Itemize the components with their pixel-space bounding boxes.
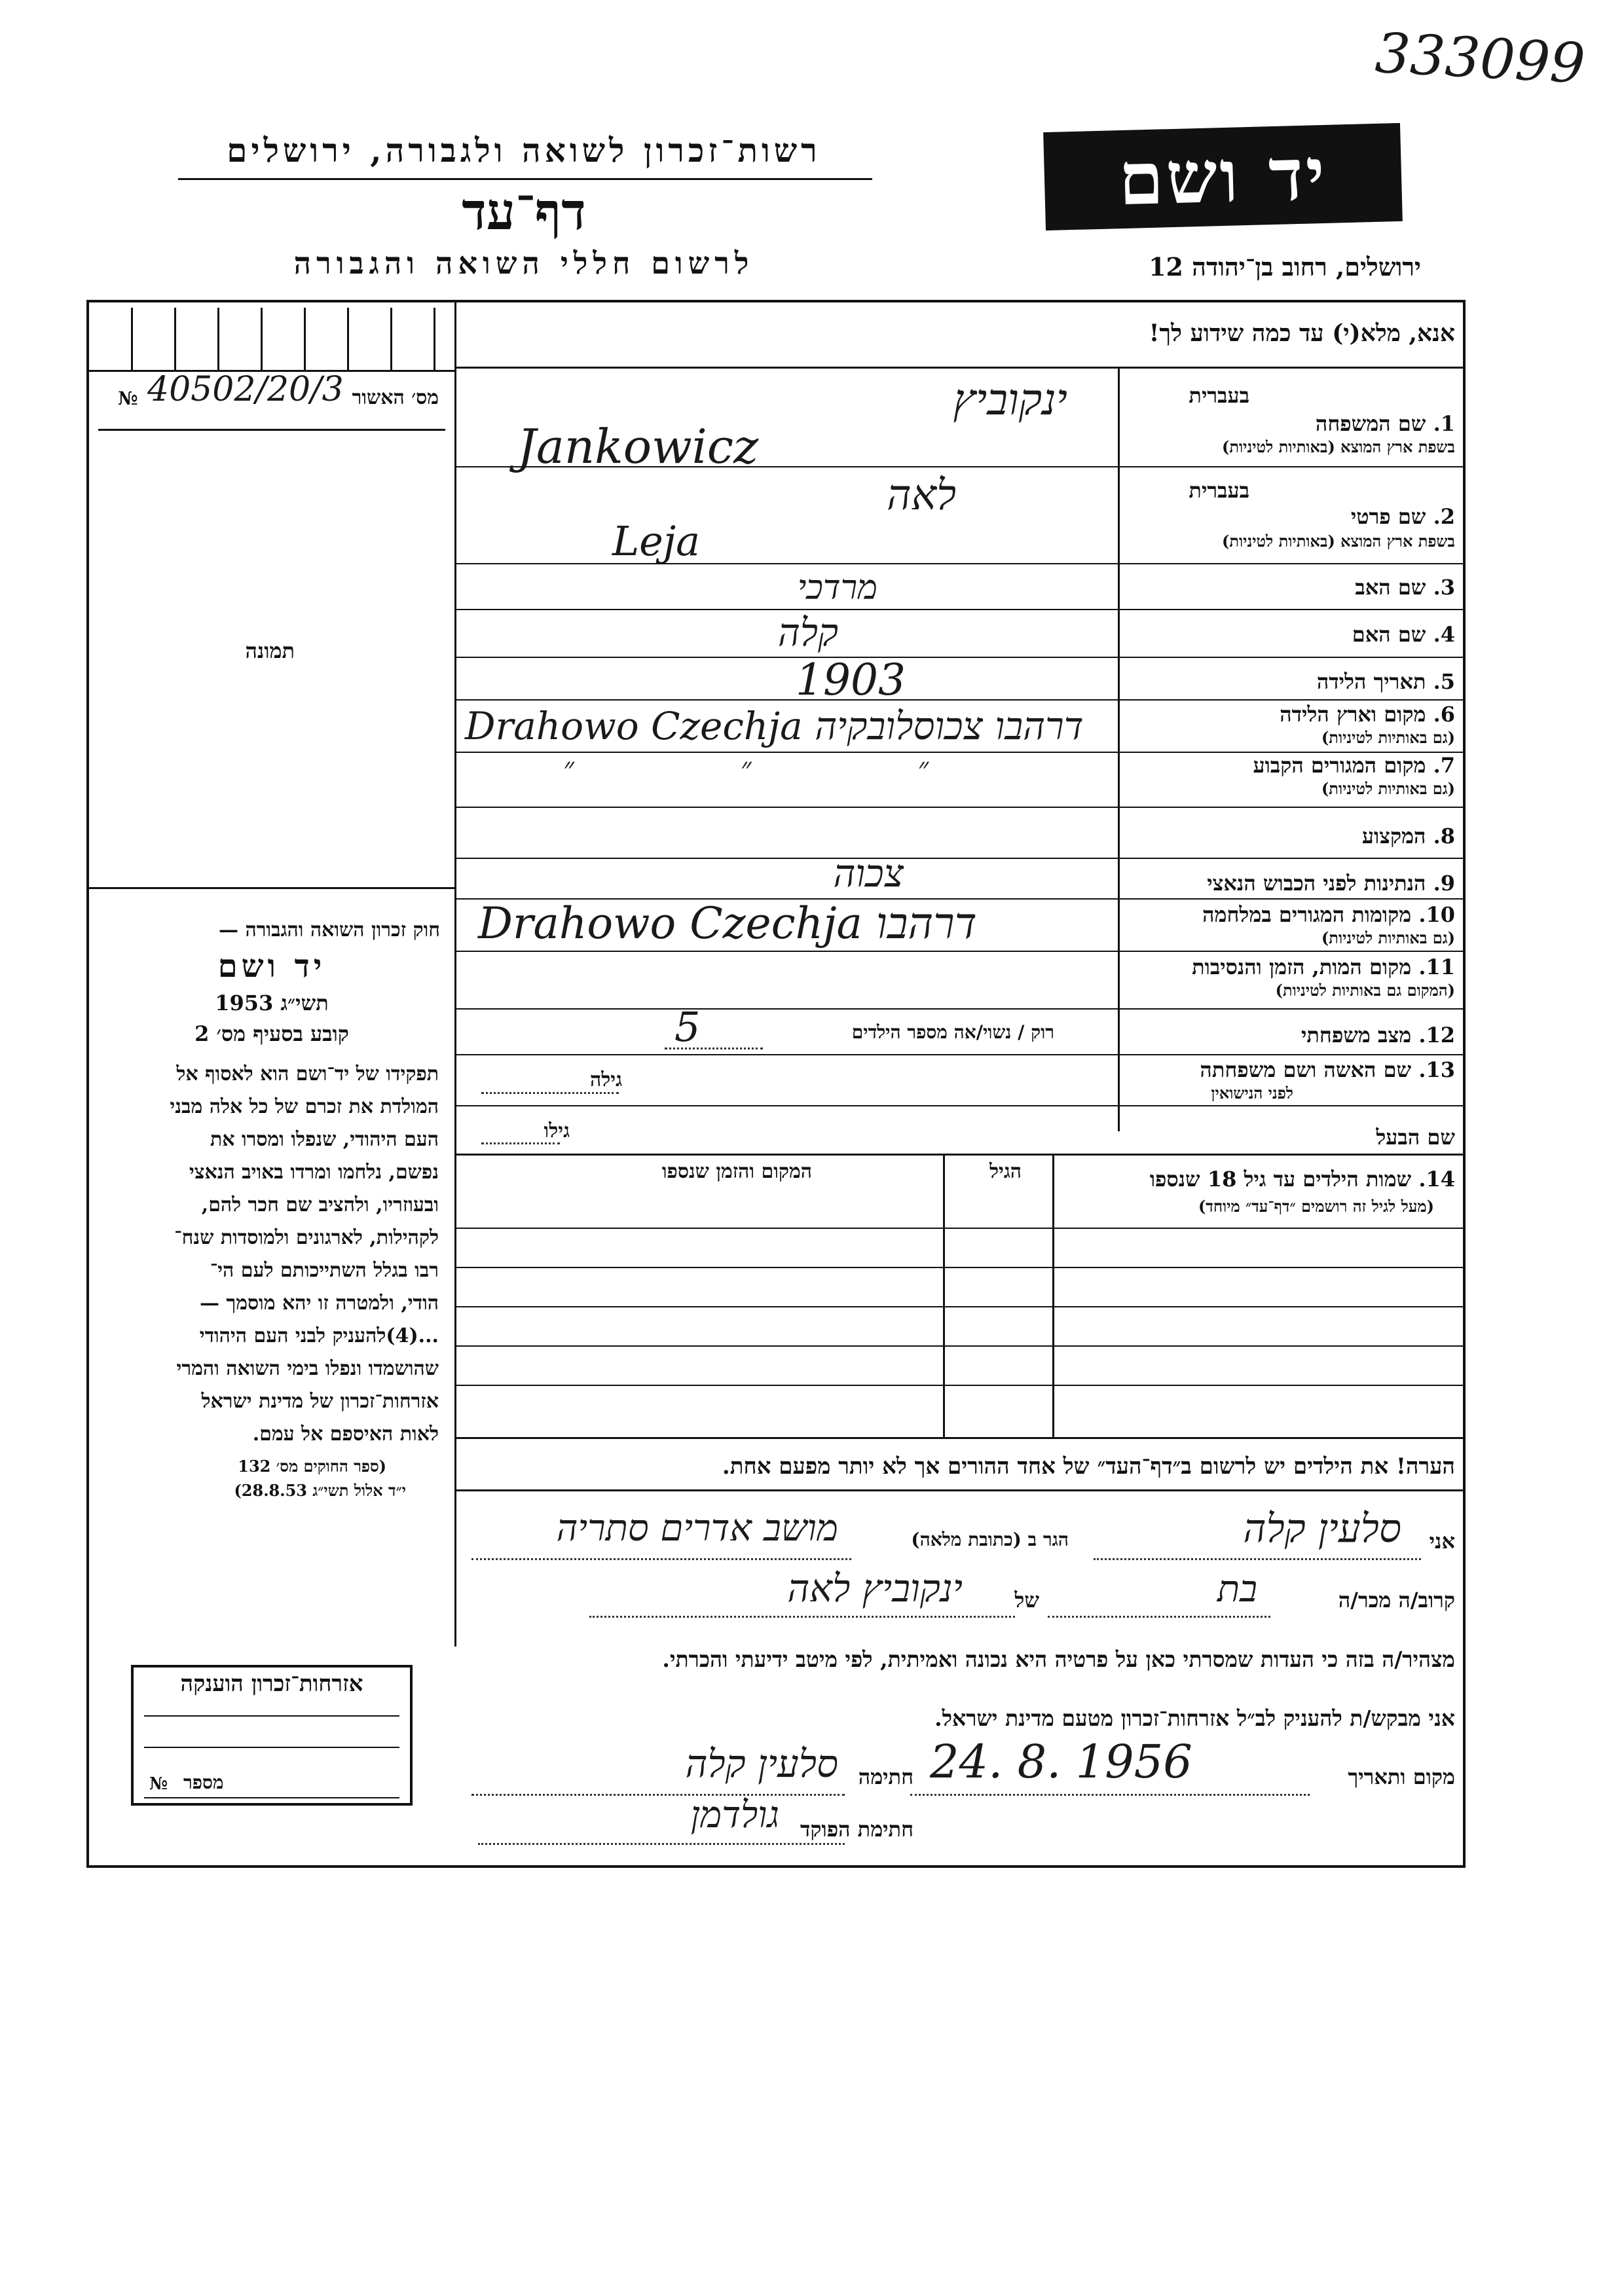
children-row-line [454, 1345, 1464, 1347]
field-2-bottom [454, 563, 1464, 564]
field-2-label: 2. שם פרטי [1350, 504, 1455, 529]
label-column-divider [1118, 369, 1120, 1131]
signature-label: חתימה [858, 1764, 913, 1789]
field-3-bottom [454, 609, 1464, 610]
field-1-latin-value: Jankowicz [517, 419, 759, 474]
citizenship-request: אני מבקש/ת להעניק לב״ל אזרחות־זכרון מטעם מדינת ישראל. [934, 1705, 1455, 1731]
children-row-line [454, 1228, 1464, 1229]
law-line: שהושמדו ונפלו בימי השואה והמרי [176, 1357, 439, 1380]
law-line: המולדת את זכרם של כל אלה מבני [170, 1095, 439, 1118]
field-8-bottom [454, 858, 1464, 859]
wife-age-label: גילה [589, 1068, 622, 1091]
citizenship-no-sign: № [149, 1774, 168, 1794]
declarant-relation: בת [1217, 1568, 1257, 1611]
law-line: הודי, ולמטרה זו יהא מוסמך — [200, 1292, 439, 1315]
official-signature: גולדמן [690, 1794, 779, 1836]
law-line: העם היהודי, שנפלו ומסרו את [210, 1128, 439, 1151]
law-heading: חוק זכרון השואה והגבורה — [219, 919, 440, 941]
in-hebrew-label: בעברית [1189, 478, 1249, 503]
photo-label: תמונה [245, 638, 295, 663]
field-5-bottom [454, 699, 1464, 701]
field-5-value: 1903 [796, 655, 906, 705]
declarant-relative-label: קרוב/ה מכר/ה [1338, 1588, 1455, 1613]
declarant-resides-label: הגר ב (כתובת מלאה) [911, 1529, 1069, 1550]
declarant-name: סלעין קלה [1243, 1506, 1401, 1552]
law-line: ובעוזריו, ולהציב שם חכר להם, [201, 1194, 439, 1216]
law-line: תפקידו של יד־ושם הוא לאסוף אל [176, 1063, 439, 1085]
field-12-children-count: 5 [674, 1003, 701, 1051]
law-line: נפשם, נלחמו ומרדו באויב הנאצי [189, 1161, 439, 1184]
in-hebrew-label: בעברית [1189, 383, 1249, 408]
children-age-header: הגיל [989, 1160, 1022, 1183]
field-9-label: 9. הנתינות לפני הכבוש הנאצי [1207, 871, 1455, 896]
law-reference-1: (ספר החוקים מס׳ 132 [238, 1457, 386, 1476]
husband-age-label: גילו [544, 1120, 570, 1142]
field-4-value: קלה [777, 610, 838, 655]
declarant-of-label: של [1014, 1588, 1039, 1613]
field-1-label: 1. שם המשפחה [1315, 411, 1455, 436]
logo-text: יד ושם [1117, 131, 1329, 222]
citizenship-box-line [144, 1715, 399, 1717]
declarant-signature: סלעין קלה [685, 1741, 838, 1786]
instructions-divider [454, 367, 1464, 369]
field-10-bottom [454, 951, 1464, 952]
field-14-sub: (מעל לגיל זה רושמים ״דף־עד״ מיוחד) [1198, 1197, 1434, 1216]
archive-number: 333099 [1373, 20, 1587, 96]
declaration-date: 24. 8. 1956 [930, 1735, 1192, 1789]
field-12-children-line [665, 1048, 763, 1049]
law-section: קובע בסעיף מס׳ 2 [194, 1021, 349, 1046]
field-10-value: Drahowo Czechja דרהבו [478, 898, 977, 949]
official-signature-label: חתימת הפוקד [800, 1817, 913, 1842]
declarant-i-label: אני [1429, 1529, 1455, 1554]
law-year: תשי״ג 1953 [215, 991, 329, 1015]
field-13-sub: לפני הנישואין [1211, 1084, 1293, 1102]
declarant-address-line [471, 1558, 851, 1560]
children-col-divider [943, 1154, 945, 1437]
field-12-options: רוק / נשוי/אה מספר הילדים [851, 1021, 1054, 1043]
children-place-time-header: המקום והזמן שנספו [661, 1160, 812, 1183]
approval-underline [98, 429, 445, 431]
note: הערה! את הילדים יש לרשום ב״דף־העד״ של אחד ההורים אך לא יותר מפעם אחת. [722, 1453, 1455, 1480]
field-11-label: 11. מקום המות, הזמן והנסיבות [1192, 955, 1455, 979]
authority-title: רשות־זכרון לשואה ולגבורה, ירושלים [227, 131, 821, 170]
field-11-bottom [454, 1008, 1464, 1010]
signature-line [471, 1794, 845, 1796]
law-line: לקהילות, לארגונים ולמוסדות שנח־ [174, 1226, 439, 1249]
citizenship-number-label: מספר [183, 1772, 224, 1793]
field-13-bottom [454, 1154, 1464, 1156]
law-line: אזרחות־זכרון של מדינת ישראל [201, 1390, 439, 1413]
husband-age-line [481, 1142, 560, 1144]
field-3-label: 3. שם האב [1355, 575, 1455, 600]
field-2-hebrew-value: לאה [887, 471, 956, 520]
children-table-bottom [454, 1437, 1464, 1439]
field-6-label: 6. מקום וארץ הלידה [1280, 702, 1455, 727]
law-name: יד ושם [217, 948, 326, 985]
field-3-value: מרדכי [797, 568, 877, 608]
children-row-line [454, 1385, 1464, 1386]
field-7-value: ״ ״ ״ [563, 752, 1008, 785]
children-row-line [454, 1306, 1464, 1307]
law-reference-2: י״ד אלול תשי״ג 28.8.53) [234, 1481, 406, 1500]
address: ירושלים, רחוב בן־יהודה 12 [1149, 252, 1421, 282]
citizenship-box-line [144, 1797, 399, 1798]
field-4-bottom [454, 657, 1464, 658]
yad-vashem-logo [1043, 123, 1403, 230]
authority-underline [178, 178, 872, 180]
field-7-label: 7. מקום המגורים הקבוע [1253, 753, 1455, 778]
citizenship-box-line [144, 1747, 399, 1748]
field-2-latin-value: Leja [612, 517, 701, 565]
field-14-label: 14. שמות הילדים עד גיל 18 שנספו [1149, 1167, 1455, 1192]
approval-label: מס׳ האשור [352, 386, 439, 409]
field-1-sub: בשפת ארץ המוצא (באותיות לטיניות) [1222, 437, 1455, 456]
field-13-label: 13. שם האשה ושם משפחתה [1200, 1057, 1455, 1082]
field-5-label: 5. תאריך הלידה [1316, 669, 1455, 694]
field-7-sub: (גם באותיות לטיניות) [1321, 779, 1455, 798]
field-10-sub: (גם באותיות לטיניות) [1321, 928, 1455, 947]
field-1-bottom [454, 466, 1464, 467]
declarant-relation-line [1048, 1616, 1270, 1618]
field-9-value: צכוה [833, 851, 904, 896]
field-2-sub: בשפת ארץ המוצא (באותיות לטיניות) [1222, 532, 1455, 551]
form-title: דף־עד [462, 182, 586, 242]
children-col-divider [1052, 1154, 1054, 1437]
instructions: אנא, מלא(י) עד כמה שידוע לך! [1149, 319, 1455, 347]
approval-no-sign: № [118, 388, 138, 409]
declaration-text: מצהיר/ה בזה כי העדות שמסרתי כאן על פרטיה היא נכונה ואמיתית, לפי מיטב ידיעתי והכרתי. [662, 1647, 1455, 1672]
approval-tick-marks [98, 308, 445, 370]
law-line: לאות האיספם אל עמם. [252, 1423, 439, 1446]
field-11-sub: (המקום גם באותיות לטיניות) [1275, 981, 1455, 1000]
field-6-value: Drahowo Czechja דרהבו צכוסלובקיה [465, 704, 1084, 748]
law-line: ...(4)להעניק לבני העם היהודי [199, 1324, 439, 1347]
field-1-hebrew-value: ינקוביץ [953, 374, 1067, 425]
form-subtitle: לרשום חללי השואה והגבורה [293, 246, 754, 281]
wife-age-line [481, 1092, 619, 1094]
field-6-sub: (גם באותיות לטיניות) [1321, 728, 1455, 747]
field-10-label: 10. מקומות המגורים במלחמה [1202, 902, 1455, 927]
field-7-bottom [454, 807, 1464, 808]
official-signature-line [478, 1843, 845, 1845]
declarant-of-name-line [589, 1616, 1015, 1618]
declarant-name-line [1094, 1558, 1421, 1560]
husband-label: שם הבעל [1376, 1125, 1455, 1150]
field-12-label: 12. מצב משפחתי [1301, 1023, 1455, 1048]
approval-number: 40502/20/3 [147, 370, 344, 409]
note-bottom [454, 1489, 1464, 1491]
photo-area-bottom [88, 887, 455, 889]
field-8-label: 8. המקצוע [1361, 824, 1455, 848]
citizenship-box-title: אזרחות־זכרון הוענקה [180, 1671, 363, 1697]
law-line: רבו בגלל השתייכותם לעם הי־ [210, 1259, 439, 1282]
field-13-divider [454, 1105, 1464, 1106]
place-date-line [910, 1794, 1310, 1796]
children-row-line [454, 1267, 1464, 1268]
field-12-bottom [454, 1054, 1464, 1055]
place-date-label: מקום ותאריך [1348, 1764, 1455, 1789]
declarant-of-name: ינקוביץ לאה [787, 1566, 963, 1611]
declarant-address: מושב אדרים סתריה [556, 1507, 838, 1550]
field-4-label: 4. שם האם [1352, 622, 1455, 647]
left-column-divider [454, 301, 456, 1647]
